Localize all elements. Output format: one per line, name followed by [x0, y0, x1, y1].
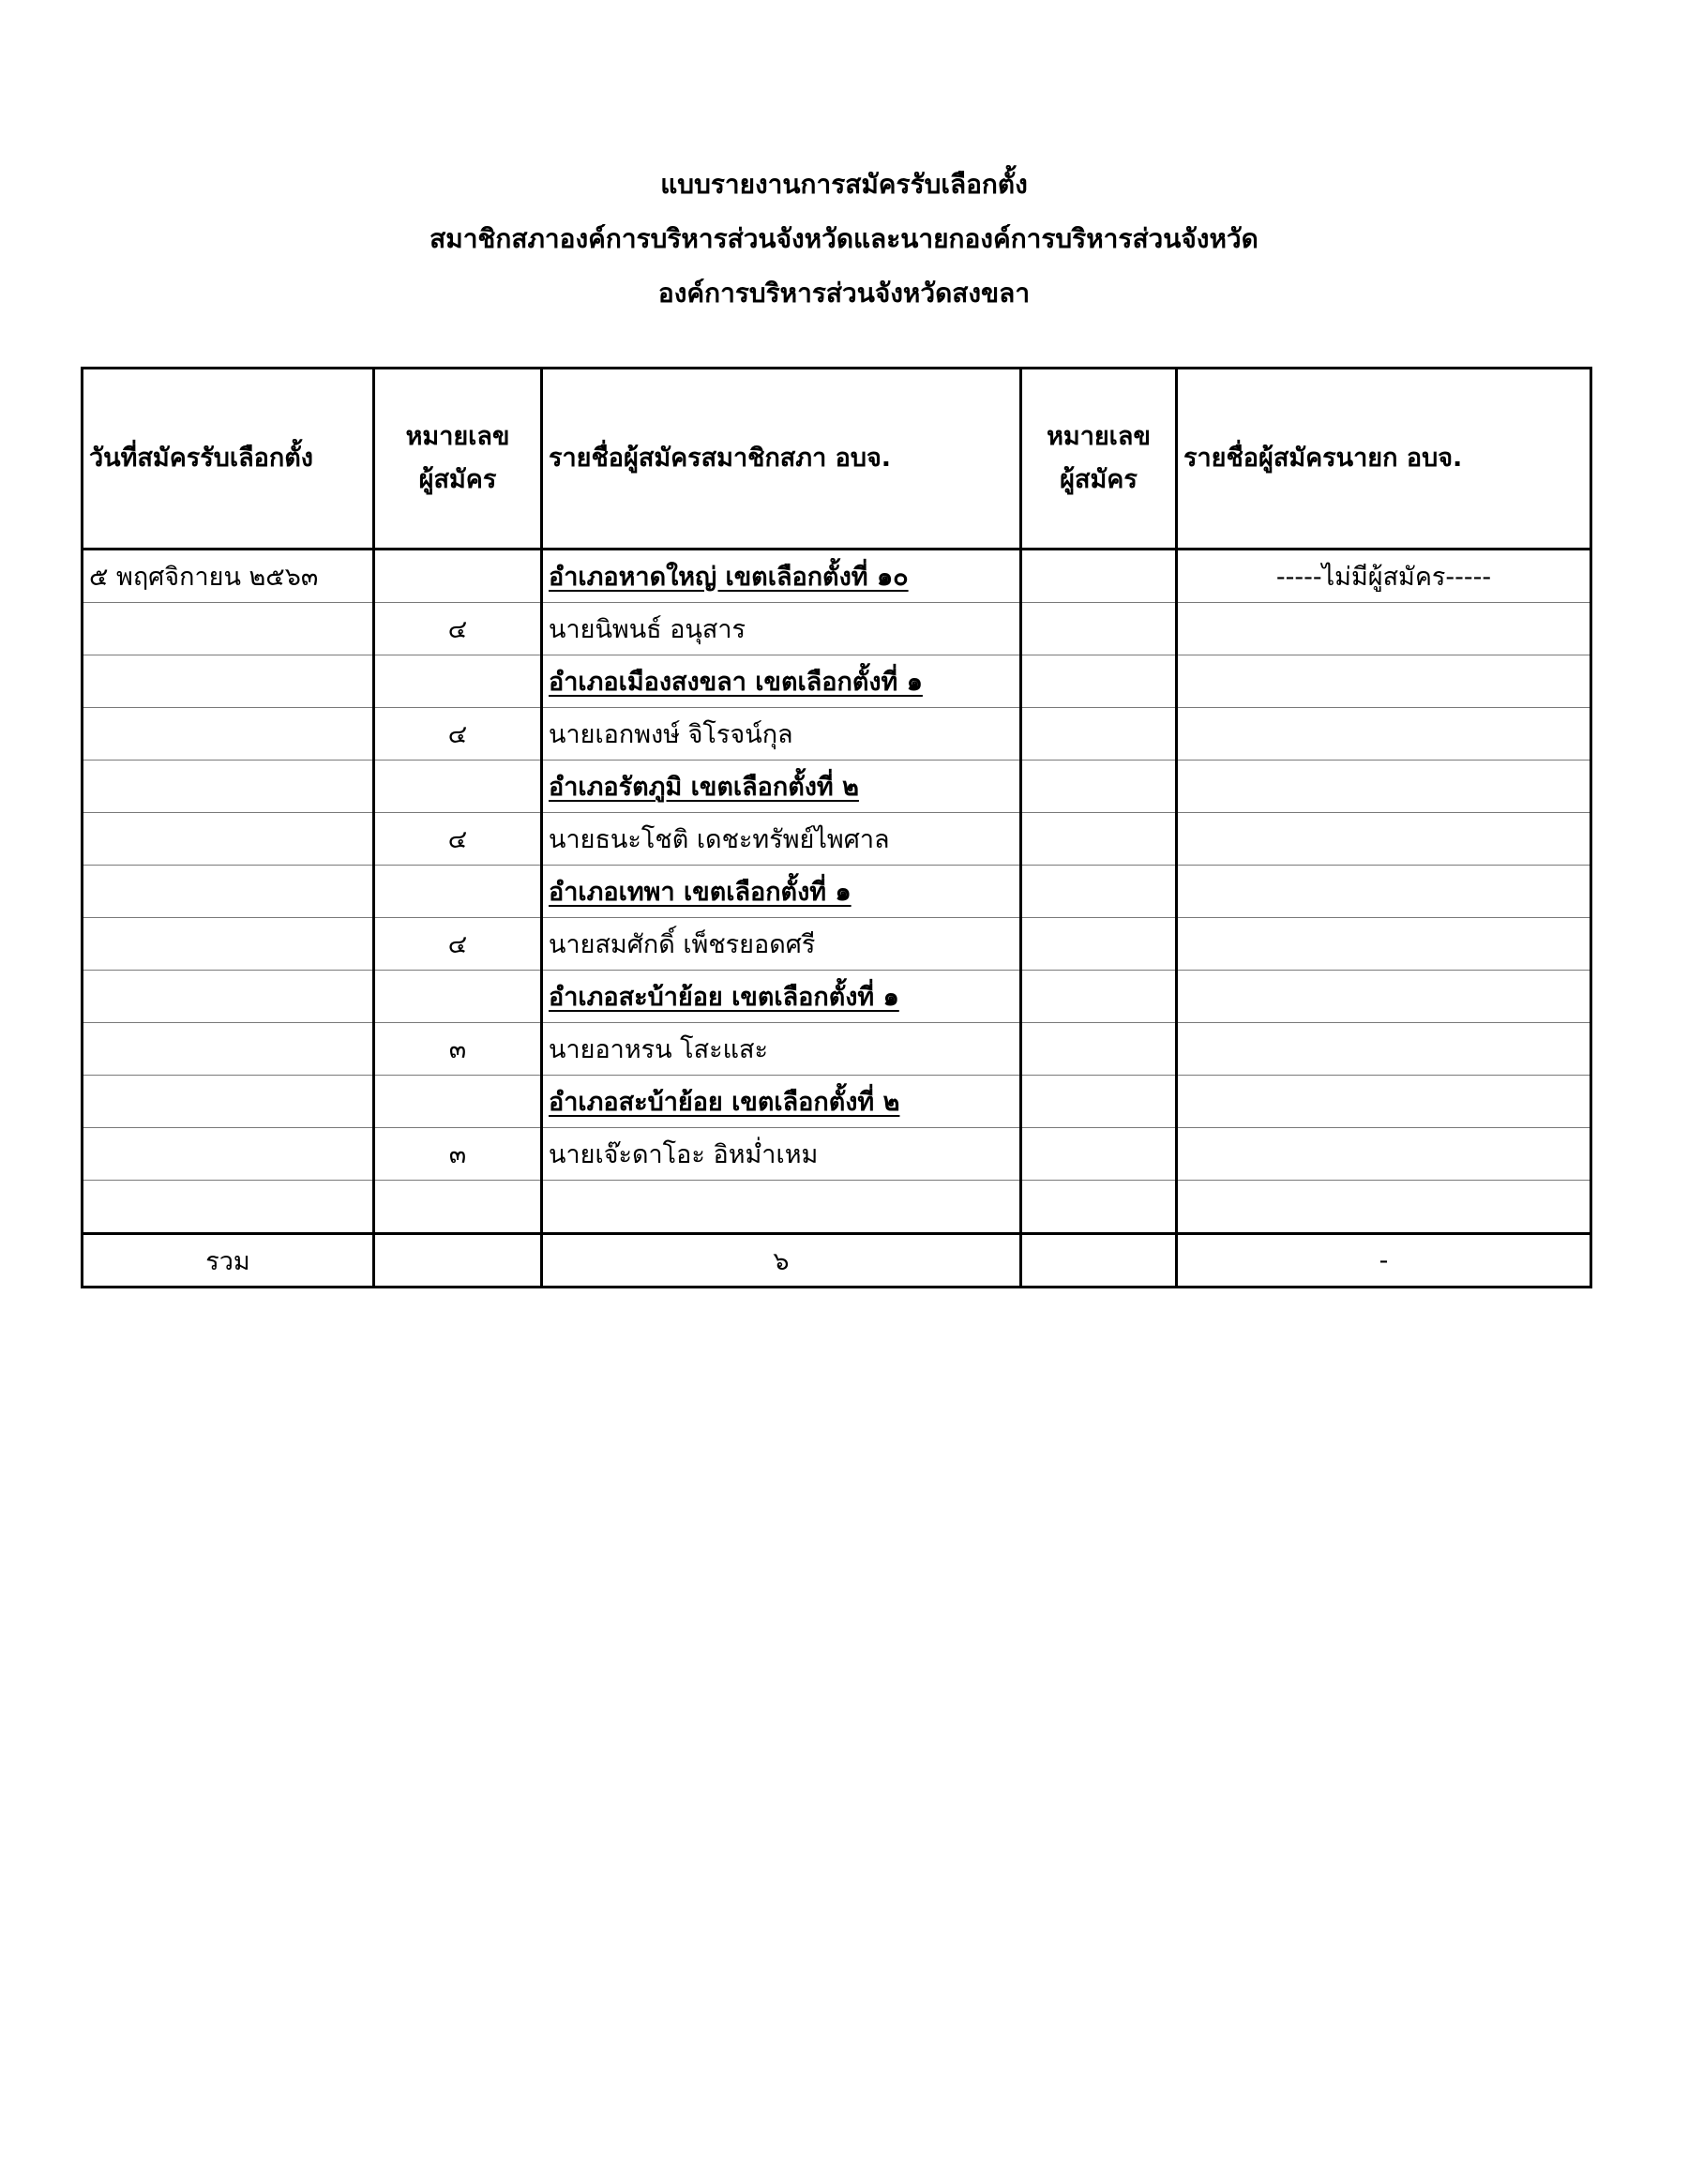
cell-mayor-name: [1177, 655, 1591, 708]
cell-candidate-name: นายอาหรน โสะแสะ: [542, 1023, 1021, 1076]
header-mayor-number-line-2: ผู้สมัคร: [1060, 465, 1138, 494]
cell-number: [374, 971, 542, 1023]
cell-number: ๓: [374, 1128, 542, 1181]
cell-number: [374, 1076, 542, 1128]
cell-mayor-number: [1021, 603, 1177, 655]
table-row: [83, 1181, 1591, 1234]
cell-number: ๔: [374, 918, 542, 971]
cell-district-heading: อำเภอสะบ้าย้อย เขตเลือกตั้งที่ ๑: [542, 971, 1021, 1023]
header-mayor-candidates: รายชื่อผู้สมัครนายก อบจ.: [1177, 369, 1591, 550]
cell-candidate-name: [542, 1181, 1021, 1234]
cell-mayor-number: [1021, 708, 1177, 761]
cell-candidate-name: นายธนะโชติ เดชะทรัพย์ไพศาล: [542, 813, 1021, 866]
header-date: วันที่สมัครรับเลือกตั้ง: [83, 369, 374, 550]
cell-mayor-name: [1177, 971, 1591, 1023]
cell-candidate-name: นายเอกพงษ์ จิโรจน์กุล: [542, 708, 1021, 761]
cell-number: ๔: [374, 813, 542, 866]
cell-number: ๓: [374, 1023, 542, 1076]
cell-number: [374, 550, 542, 603]
total-label: รวม: [83, 1234, 374, 1288]
header-candidate-number: [374, 369, 542, 550]
table-row: [83, 550, 1591, 603]
cell-number: ๔: [374, 603, 542, 655]
cell-district-heading: อำเภอหาดใหญ่ เขตเลือกตั้งที่ ๑๐: [542, 550, 1021, 603]
cell-date: [83, 866, 374, 918]
cell-mayor-name: [1177, 1076, 1591, 1128]
cell-candidate-name: นายสมศักดิ์ เพ็ชรยอดศรี: [542, 918, 1021, 971]
header-number-line-2: ผู้สมัคร: [418, 465, 497, 494]
candidate-report-table: [81, 367, 1592, 1288]
header-mayor-candidate-number: [1021, 369, 1177, 550]
cell-date: [83, 1128, 374, 1181]
table-row: [83, 655, 1591, 708]
report-title: [0, 158, 1688, 321]
table-row: [83, 1128, 1591, 1181]
cell-number: [374, 866, 542, 918]
header-council-candidates: รายชื่อผู้สมัครสมาชิกสภา อบจ.: [542, 369, 1021, 550]
cell-date: [83, 1023, 374, 1076]
total-mayor-count: -: [1177, 1234, 1591, 1288]
table-row: [83, 761, 1591, 813]
cell-mayor-number: [1021, 866, 1177, 918]
header-mayor-number-line-1: หมายเลข: [1047, 422, 1151, 451]
cell-mayor-number: [1021, 1023, 1177, 1076]
cell-district-heading: อำเภอเมืองสงขลา เขตเลือกตั้งที่ ๑: [542, 655, 1021, 708]
cell-mayor-name: [1177, 761, 1591, 813]
cell-date: [83, 1076, 374, 1128]
total-number: [374, 1234, 542, 1288]
cell-candidate-name: นายนิพนธ์ อนุสาร: [542, 603, 1021, 655]
cell-mayor-name: [1177, 1181, 1591, 1234]
cell-date: [83, 918, 374, 971]
cell-date: [83, 813, 374, 866]
cell-mayor-name: [1177, 866, 1591, 918]
header-number-line-1: หมายเลข: [405, 422, 510, 451]
cell-mayor-name: [1177, 708, 1591, 761]
table-row: [83, 708, 1591, 761]
table-row: [83, 918, 1591, 971]
table-row: [83, 866, 1591, 918]
table-row: [83, 971, 1591, 1023]
cell-mayor-number: [1021, 1076, 1177, 1128]
cell-date: [83, 603, 374, 655]
cell-mayor-number: [1021, 1128, 1177, 1181]
cell-mayor-number: [1021, 550, 1177, 603]
cell-number: ๔: [374, 708, 542, 761]
cell-district-heading: อำเภอสะบ้าย้อย เขตเลือกตั้งที่ ๒: [542, 1076, 1021, 1128]
total-council-count: ๖: [542, 1234, 1021, 1288]
cell-date: [83, 708, 374, 761]
cell-mayor-number: [1021, 655, 1177, 708]
cell-mayor-name: [1177, 1128, 1591, 1181]
cell-mayor-name: [1177, 1023, 1591, 1076]
cell-mayor-name: [1177, 813, 1591, 866]
total-row: [83, 1234, 1591, 1288]
table-row: [83, 1023, 1591, 1076]
cell-mayor-name: [1177, 918, 1591, 971]
title-line-3: องค์การบริหารส่วนจังหวัดสงขลา: [657, 278, 1031, 309]
title-line-2: สมาชิกสภาองค์การบริหารส่วนจังหวัดและนายกองค์การบริหารส่วนจังหวัด: [430, 223, 1258, 254]
cell-date: ๕ พฤศจิกายน ๒๕๖๓: [83, 550, 374, 603]
total-mayor-number: [1021, 1234, 1177, 1288]
cell-date: [83, 655, 374, 708]
cell-number: [374, 761, 542, 813]
cell-mayor-name: [1177, 603, 1591, 655]
table-row: [83, 813, 1591, 866]
cell-date: [83, 971, 374, 1023]
table-row: [83, 1076, 1591, 1128]
cell-date: [83, 1181, 374, 1234]
cell-number: [374, 655, 542, 708]
cell-candidate-name: นายเจ๊ะดาโอะ อิหม่ำเหม: [542, 1128, 1021, 1181]
cell-mayor-name: -----ไม่มีผู้สมัคร-----: [1177, 550, 1591, 603]
cell-mayor-number: [1021, 918, 1177, 971]
cell-mayor-number: [1021, 761, 1177, 813]
title-line-1: แบบรายงานการสมัครรับเลือกตั้ง: [660, 169, 1028, 200]
cell-district-heading: อำเภอรัตภูมิ เขตเลือกตั้งที่ ๒: [542, 761, 1021, 813]
table-row: [83, 603, 1591, 655]
cell-mayor-number: [1021, 971, 1177, 1023]
cell-mayor-number: [1021, 813, 1177, 866]
cell-mayor-number: [1021, 1181, 1177, 1234]
cell-district-heading: อำเภอเทพา เขตเลือกตั้งที่ ๑: [542, 866, 1021, 918]
table-header-row: [83, 369, 1591, 550]
cell-date: [83, 761, 374, 813]
cell-number: [374, 1181, 542, 1234]
